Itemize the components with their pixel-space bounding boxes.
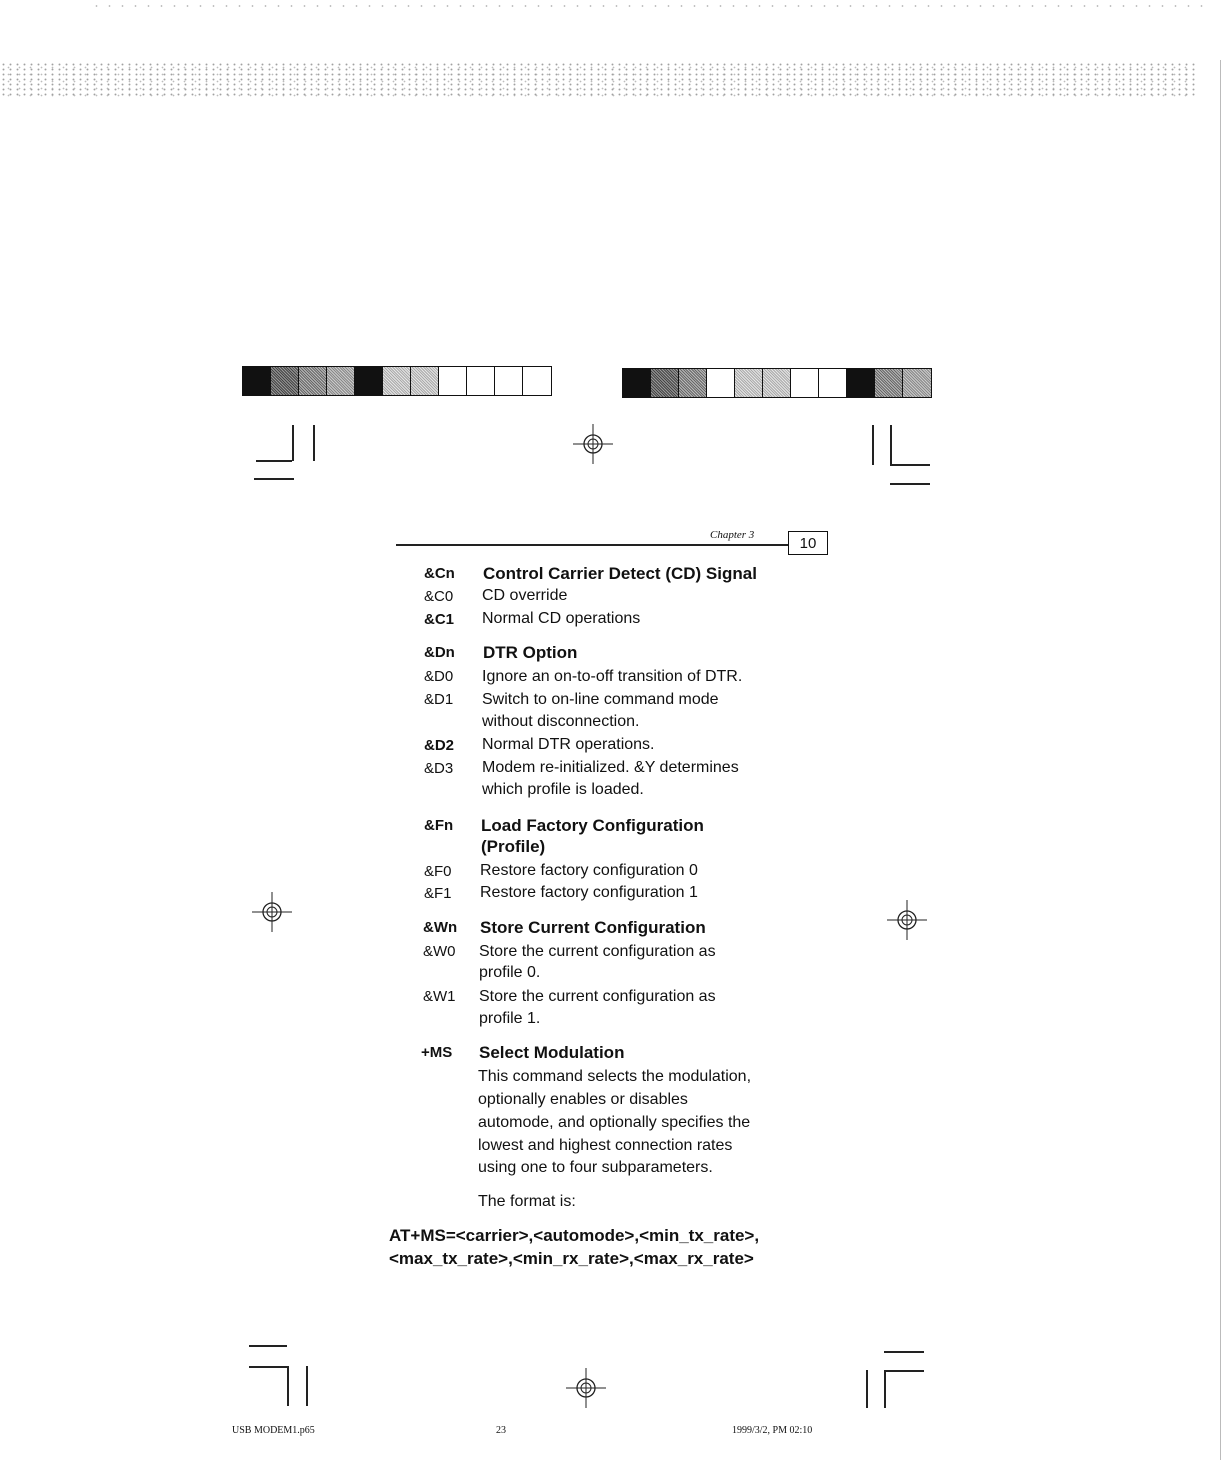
option-text: Restore factory configuration 1 <box>480 884 698 901</box>
option-text-continued: profile 0. <box>479 964 541 981</box>
chapter-label: Chapter 3 <box>710 529 755 541</box>
option-text: Restore factory configuration 0 <box>480 862 698 879</box>
registration-target-icon <box>564 1366 608 1410</box>
command-format <box>389 1224 759 1270</box>
command-code: &Dn <box>424 644 455 661</box>
option-text: Modem re-initialized. &Y determines <box>482 759 739 776</box>
color-bar-left <box>242 366 552 396</box>
option-code: &C0 <box>424 588 454 605</box>
command-code: &Cn <box>424 565 455 582</box>
description-line: optionally enables or disables <box>478 1091 688 1108</box>
option-code: &F0 <box>424 863 452 880</box>
option-code: &C1 <box>424 611 455 628</box>
option-text-continued: which profile is loaded. <box>482 781 644 798</box>
command-title: Store Current Configuration <box>480 918 706 937</box>
footer-timestamp: 1999/3/2, PM 02:10 <box>732 1425 813 1436</box>
option-text-continued: profile 1. <box>479 1010 541 1027</box>
option-code: &D1 <box>424 691 454 708</box>
option-code: &D0 <box>424 668 454 685</box>
option-text-continued: without disconnection. <box>482 713 640 730</box>
description-line: automode, and optionally specifies the <box>478 1114 751 1131</box>
description-line: lowest and highest connection rates <box>478 1137 733 1154</box>
command-code: +MS <box>421 1044 453 1061</box>
option-code: &D3 <box>424 760 454 777</box>
registration-target-icon <box>885 898 929 942</box>
format-line: AT+MS=<carrier>,<automode>,<min_tx_rate>, <box>389 1226 760 1245</box>
scan-noise-top <box>90 3 1210 11</box>
option-text: Store the current configuration as <box>479 943 716 960</box>
command-title: Select Modulation <box>479 1043 625 1062</box>
registration-target-icon <box>571 422 615 466</box>
option-text: Switch to on-line command mode <box>482 691 719 708</box>
command-title-continued: (Profile) <box>481 837 546 856</box>
option-code: &D2 <box>424 737 455 754</box>
command-code: &Fn <box>424 817 454 834</box>
scan-noise-band <box>0 62 1195 98</box>
description-line: using one to four subparameters. <box>478 1159 713 1176</box>
option-text: CD override <box>482 587 568 604</box>
command-title: DTR Option <box>483 643 578 662</box>
option-text: Normal DTR operations. <box>482 736 655 753</box>
scan-edge <box>1220 60 1221 1460</box>
registration-target-icon <box>250 890 294 934</box>
header-rule <box>396 544 790 546</box>
option-code: &F1 <box>424 885 452 902</box>
option-text: Normal CD operations <box>482 610 641 627</box>
format-intro: The format is: <box>478 1193 576 1210</box>
footer-file: USB MODEM1.p65 <box>232 1425 315 1436</box>
color-bar-right <box>622 368 932 398</box>
format-line: <max_tx_rate>,<min_rx_rate>,<max_rx_rate> <box>389 1249 754 1268</box>
option-text: Store the current configuration as <box>479 988 716 1005</box>
description-line: This command selects the modulation, <box>478 1068 752 1085</box>
command-title: Load Factory Configuration <box>481 816 704 835</box>
command-code: &Wn <box>423 919 458 936</box>
option-code: &W1 <box>423 988 456 1005</box>
option-text: Ignore an on-to-off transition of DTR. <box>482 668 743 685</box>
command-title: Control Carrier Detect (CD) Signal <box>483 564 757 583</box>
option-code: &W0 <box>423 943 456 960</box>
footer-sheet: 23 <box>496 1425 506 1436</box>
page-number: 10 <box>788 531 828 555</box>
